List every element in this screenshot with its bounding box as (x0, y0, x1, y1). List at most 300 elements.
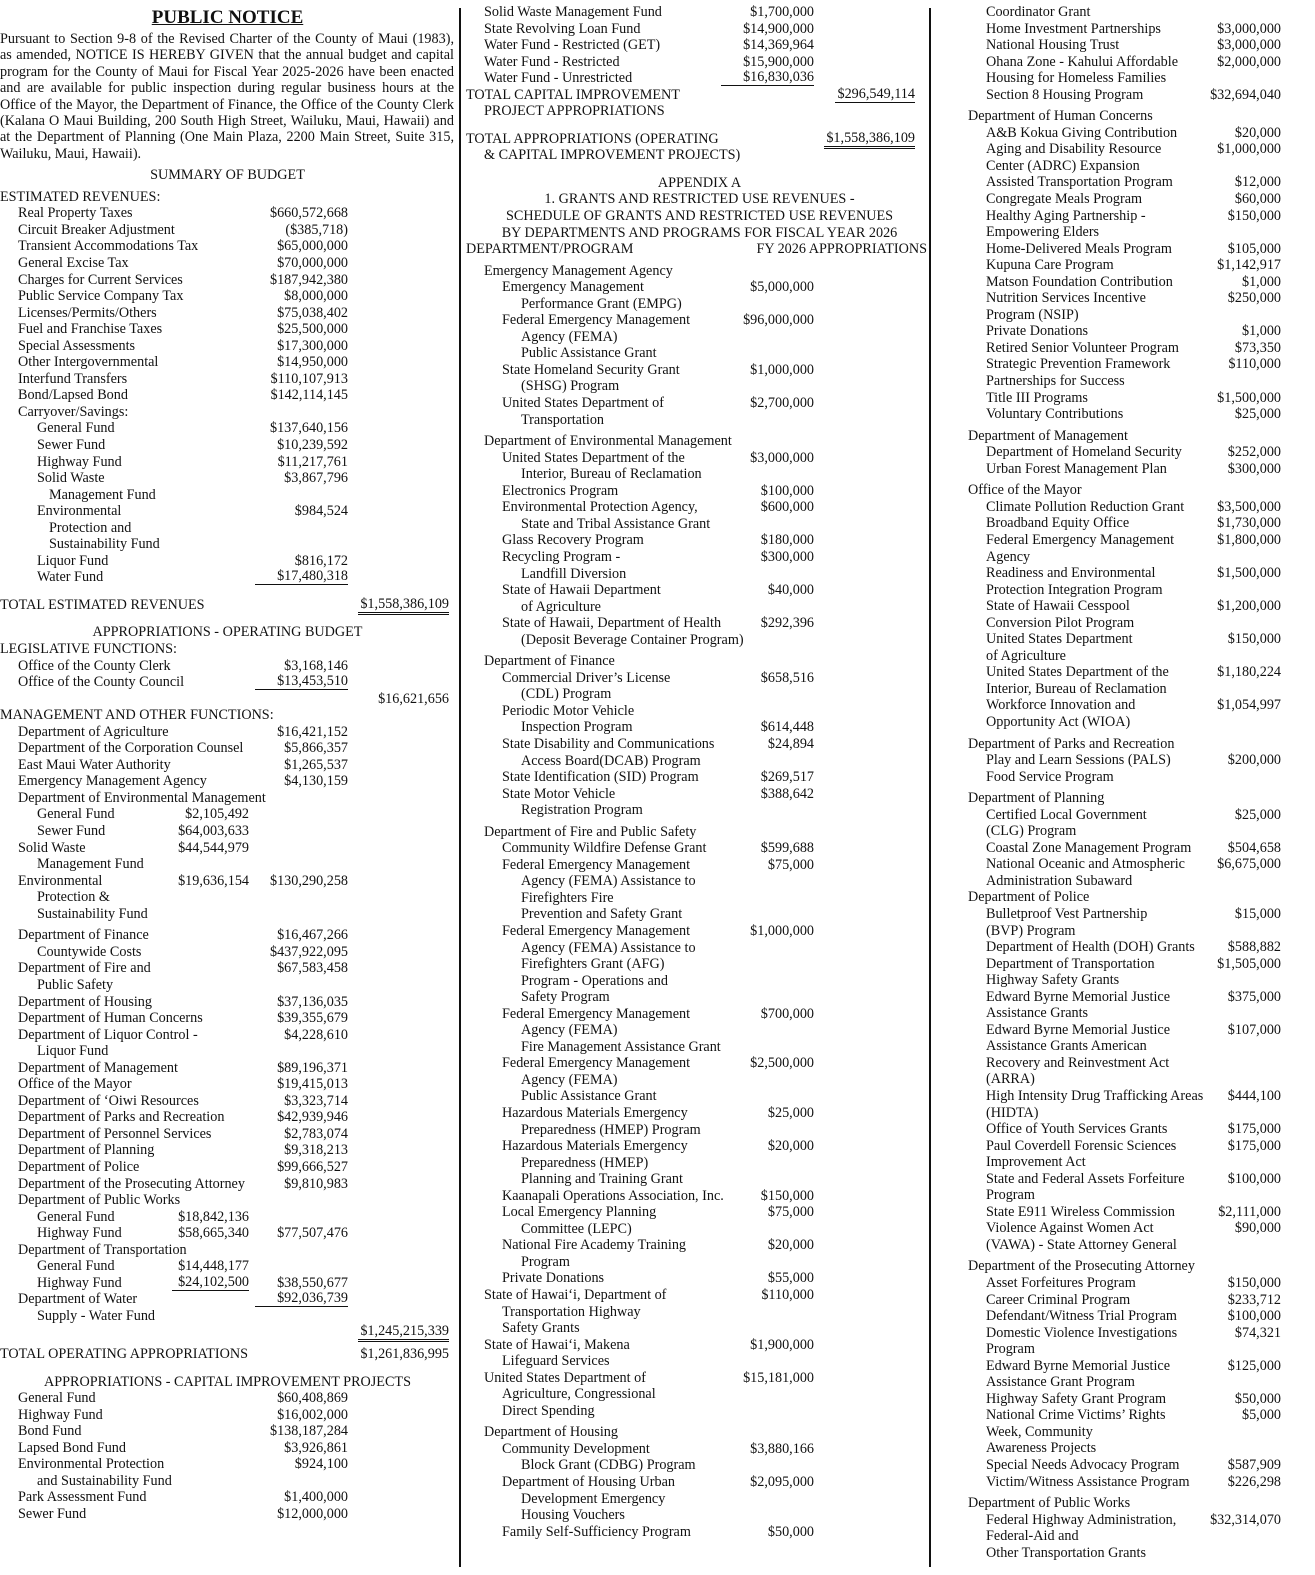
column-2 (466, 4, 927, 1540)
line-label (472, 1155, 927, 1172)
amount: $1,180,224 (1217, 664, 1281, 681)
line-label (963, 1071, 1313, 1088)
item-label: Department of Public Works (968, 1495, 1131, 1512)
item-label: State of Hawaii, Department of Health (502, 615, 722, 632)
amount: $187,942,380 (269, 271, 348, 288)
line-label (472, 599, 927, 616)
line-item (0, 503, 455, 520)
line-label (963, 158, 1313, 175)
amount: ($385,718) (285, 221, 348, 238)
item-label: Carryover/Savings: (18, 403, 129, 420)
column-divider (929, 8, 931, 1567)
item-label: Solid Waste (37, 470, 105, 487)
line-item (963, 939, 1313, 956)
line-label (472, 906, 927, 923)
amount: $75,000 (767, 1204, 814, 1221)
line-label (963, 769, 1313, 786)
line-item (472, 395, 927, 412)
line-item (472, 54, 927, 71)
amount: $444,100 (1227, 1088, 1281, 1104)
line-label (963, 1495, 1313, 1512)
item-label: Certified Local Government (986, 806, 1147, 823)
line-label (0, 641, 455, 658)
line-item (963, 390, 1313, 407)
amount: $2,111,000 (1218, 1203, 1281, 1220)
line-item (466, 129, 927, 148)
item-label: Program (521, 1253, 570, 1270)
amount: $130,290,258 (269, 872, 348, 889)
item-label: Awareness Projects (986, 1440, 1097, 1457)
item-label: Section 8 Housing Program (986, 86, 1144, 103)
item-label: National Crime Victims’ Rights (986, 1407, 1166, 1424)
item-label: Office of the Mayor (968, 482, 1082, 499)
item-label: Department of Environmental Management (484, 433, 732, 450)
item-label: Countywide Costs (37, 943, 142, 960)
line-item (472, 1006, 927, 1023)
item-label: Center (ADRC) Expansion (986, 157, 1140, 174)
total-amount: $1,558,386,109 (358, 597, 449, 615)
item-label: Workforce Innovation and (986, 697, 1136, 714)
line-label (472, 890, 927, 907)
line-item (963, 631, 1313, 648)
amount: $614,448 (760, 719, 814, 736)
item-label: Environmental (37, 503, 122, 520)
amount: $40,000 (767, 582, 814, 599)
amount: $125,000 (1227, 1357, 1281, 1374)
item-label: Lapsed Bond Fund (18, 1439, 126, 1456)
amount: $16,467,266 (277, 927, 348, 944)
amount: $16,002,000 (277, 1406, 348, 1423)
line-item (0, 553, 455, 570)
amount: $137,640,156 (269, 420, 348, 437)
amount: $3,000,000 (1217, 37, 1281, 54)
line-label (0, 977, 455, 994)
line-label (963, 1424, 1313, 1441)
item-label: Department of Personnel Services (18, 1125, 212, 1142)
line-label (472, 345, 927, 362)
item-label: and Sustainability Fund (37, 1472, 172, 1489)
line-label (472, 989, 927, 1006)
line-label (472, 973, 927, 990)
line-item (963, 1220, 1313, 1237)
line-item (0, 1440, 455, 1457)
line-label (472, 296, 927, 313)
line-item (963, 323, 1313, 340)
amount: $99,666,527 (277, 1158, 348, 1175)
line-label (472, 1507, 927, 1524)
item-label: Supply - Water Fund (37, 1307, 156, 1324)
item-label: State of Hawai‘i, Department of (484, 1287, 667, 1304)
line-label (472, 753, 927, 770)
item-label: Kupuna Care Program (986, 257, 1114, 274)
amount: $12,000 (1234, 174, 1281, 191)
item-label: Office of the County Clerk (18, 657, 171, 674)
item-label: (ARRA) (986, 1071, 1035, 1088)
line-label (472, 632, 927, 649)
item-label: Water Fund - Restricted (GET) (484, 37, 661, 54)
line-item (963, 1308, 1313, 1325)
line-label (472, 566, 927, 583)
line-label (0, 856, 455, 873)
item-label: Healthy Aging Partnership - (986, 207, 1146, 224)
item-label: United States Department of (502, 395, 664, 412)
line-label (0, 889, 455, 906)
item-label: East Maui Water Authority (18, 756, 171, 773)
amount: $107,000 (1227, 1021, 1281, 1038)
item-label: (Deposit Beverage Container Program) (521, 631, 744, 648)
item-label: Registration Program (521, 802, 643, 819)
amount: $19,415,013 (277, 1076, 348, 1093)
item-label: Sewer Fund (18, 1505, 87, 1522)
item-label: Private Donations (986, 323, 1089, 340)
line-item (0, 597, 455, 614)
amount: $25,000 (767, 1105, 814, 1121)
section-heading: SUMMARY OF BUDGET (150, 167, 305, 184)
item-label: Career Criminal Program (986, 1291, 1131, 1308)
item-label: Opportunity Act (WIOA) (986, 713, 1131, 730)
line-label (963, 889, 1313, 906)
line-item (0, 420, 455, 437)
item-label: General Fund (37, 420, 115, 437)
subtotal-amount: $44,544,979 (178, 839, 249, 856)
item-label: Fire Management Assistance Grant (521, 1038, 721, 1055)
item-label: Solid Waste Management Fund (484, 4, 662, 20)
line-item (0, 305, 455, 322)
item-label: State Homeland Security Grant (502, 361, 680, 378)
line-item (472, 1270, 927, 1287)
amount: $150,000 (1227, 207, 1281, 224)
amount: $14,369,964 (743, 37, 814, 54)
item-label: Management Fund (37, 856, 144, 873)
line-label (472, 1386, 927, 1403)
item-label: Department of Transportation (18, 1241, 187, 1258)
line-label (0, 404, 455, 421)
item-label: Housing for Homeless Families (986, 70, 1167, 87)
amount: $4,130,159 (284, 773, 348, 790)
line-item (472, 1287, 927, 1304)
line-label (472, 1353, 927, 1370)
item-label: LEGISLATIVE FUNCTIONS: (0, 641, 177, 658)
item-label: Department of Planning (18, 1142, 155, 1159)
item-label: Block Grant (CDBG) Program (521, 1457, 696, 1474)
line-item (963, 1121, 1313, 1138)
amount: $5,000,000 (750, 279, 814, 296)
amount: $2,000,000 (1217, 53, 1281, 70)
line-item (963, 1325, 1313, 1342)
line-label (0, 1473, 455, 1490)
line-item (472, 1524, 927, 1541)
line-item (963, 1204, 1313, 1221)
line-item (472, 615, 927, 632)
item-label: Public Service Company Tax (18, 288, 184, 305)
page-title: PUBLIC NOTICE (151, 7, 304, 28)
item-label: Title III Programs (986, 389, 1088, 406)
line-item (963, 1022, 1313, 1039)
amount: $150,000 (1227, 1275, 1281, 1292)
line-label (472, 1171, 927, 1188)
item-label: Department of Homeland Security (986, 444, 1182, 461)
item-label: National Fire Academy Training (502, 1237, 687, 1254)
item-label: Safety Program (521, 989, 610, 1006)
amount: $75,038,402 (277, 304, 348, 321)
line-label (0, 189, 455, 206)
line-item (963, 752, 1313, 769)
line-item (472, 670, 927, 687)
section-heading: APPENDIX A (657, 174, 742, 191)
item-label: Highway Fund (37, 1225, 122, 1242)
item-label: Department of Environmental Management (18, 789, 266, 806)
item-label: Administration Subaward (986, 872, 1133, 889)
line-label (472, 433, 927, 450)
amount: $25,000 (1234, 806, 1281, 823)
line-item (963, 664, 1313, 681)
column-divider (459, 8, 461, 1567)
item-label: Victim/Witness Assistance Program (986, 1473, 1190, 1490)
item-label: Management Fund (49, 486, 156, 503)
line-item (963, 125, 1313, 142)
line-item (0, 1456, 455, 1473)
line-item (0, 740, 455, 757)
line-item (963, 1358, 1313, 1375)
item-label: Department of Finance (484, 653, 615, 670)
line-label (472, 824, 927, 841)
line-label (963, 482, 1313, 499)
amount: $150,000 (1227, 631, 1281, 648)
line-item (963, 406, 1313, 423)
item-label: Coastal Zone Management Program (986, 839, 1192, 856)
amount: $74,321 (1234, 1324, 1281, 1341)
item-label: (CLG) Program (986, 823, 1077, 840)
subtotal-amount: $14,448,177 (178, 1258, 249, 1275)
line-label (472, 263, 927, 280)
amount: $10,239,592 (277, 437, 348, 453)
item-label: Department of Human Concerns (18, 1010, 203, 1027)
item-label: Department of Public Works (18, 1192, 181, 1209)
line-label (0, 487, 455, 504)
line-label (963, 1154, 1313, 1171)
amount: $1,700,000 (750, 4, 814, 20)
line-item (963, 1292, 1313, 1309)
item-label: Home Investment Partnerships (986, 20, 1161, 37)
line-label (963, 582, 1313, 599)
column-3 (963, 4, 1313, 1561)
item-label: Agriculture, Congressional (502, 1386, 656, 1403)
item-label: Conversion Pilot Program (986, 614, 1135, 631)
line-item (472, 279, 927, 296)
section-heading: SCHEDULE OF GRANTS AND RESTRICTED USE REVENUES (505, 208, 894, 225)
line-item (963, 174, 1313, 191)
line-item (963, 1407, 1313, 1424)
item-label: Department of Housing (484, 1424, 618, 1441)
item-label: Department of the Prosecuting Attorney (18, 1175, 245, 1192)
item-label: Kaanapali Operations Association, Inc. (502, 1187, 724, 1204)
amount: $100,000 (1227, 1170, 1281, 1187)
line-item (0, 1209, 455, 1226)
amount: $2,500,000 (750, 1055, 814, 1072)
line-item (0, 205, 455, 222)
amount: $14,900,000 (743, 20, 814, 37)
item-label: Interfund Transfers (18, 370, 128, 387)
item-label: National Oceanic and Atmospheric (986, 856, 1185, 873)
line-label (472, 412, 927, 429)
amount: $8,000,000 (284, 288, 348, 305)
item-label: Public Assistance Grant (521, 345, 657, 362)
line-label (963, 4, 1313, 21)
section-heading: 1. GRANTS AND RESTRICTED USE REVENUES - (544, 191, 855, 208)
amount: $1,900,000 (750, 1336, 814, 1353)
item-label: (CDL) Program (521, 686, 612, 703)
line-label (472, 1491, 927, 1508)
amount: $9,810,983 (284, 1175, 348, 1192)
item-label: Local Emergency Planning (502, 1204, 657, 1221)
item-label: (HIDTA) (986, 1104, 1039, 1121)
item-label: Liquor Fund (37, 552, 109, 569)
item-label: Highway Safety Grants (986, 972, 1120, 989)
line-label (963, 790, 1313, 807)
item-label: (BVP) Program (986, 922, 1076, 939)
line-label (472, 1403, 927, 1420)
amount: $658,516 (760, 669, 814, 686)
subtotal-amount: $18,842,136 (178, 1208, 249, 1225)
item-label: Department of Parks and Recreation (968, 735, 1175, 752)
item-label: Department of Fire and (18, 960, 151, 977)
line-item (472, 1441, 927, 1458)
item-label: Partnerships for Success (986, 373, 1125, 390)
amount: $2,095,000 (750, 1474, 814, 1491)
amount: $984,524 (294, 503, 348, 520)
item-label: General Excise Tax (18, 254, 129, 271)
amount: $15,181,000 (743, 1369, 814, 1386)
line-label (472, 1088, 927, 1105)
line-label (963, 549, 1313, 566)
line-item (0, 1489, 455, 1506)
line-item (963, 532, 1313, 549)
item-label: Program (NSIP) (986, 306, 1079, 323)
amount: $25,500,000 (277, 321, 348, 338)
amount: $13,453,510 (255, 674, 348, 690)
line-item (963, 840, 1313, 857)
line-item (472, 549, 927, 566)
amount: $90,000 (1234, 1220, 1281, 1237)
item-label: Circuit Breaker Adjustment (18, 221, 175, 238)
item-label: A&B Kokua Giving Contribution (986, 124, 1178, 141)
item-label: Department of Finance (18, 927, 149, 944)
item-label: Performance Grant (EMPG) (521, 295, 682, 312)
line-item (472, 21, 927, 38)
amount: $15,900,000 (743, 53, 814, 70)
amount: $50,000 (1234, 1390, 1281, 1407)
item-label: State E911 Wireless Commission (986, 1203, 1175, 1220)
item-label: Interior, Bureau of Reclamation (521, 466, 702, 483)
item-label: Water Fund (37, 569, 104, 586)
line-item (472, 1055, 927, 1072)
amount: $17,300,000 (277, 337, 348, 354)
item-label: DEPARTMENT/PROGRAM (466, 241, 634, 258)
line-label (963, 1374, 1313, 1391)
amount: $250,000 (1227, 290, 1281, 307)
line-item (472, 923, 927, 940)
line-item (472, 857, 927, 874)
item-label: Glass Recovery Program (502, 532, 644, 549)
item-label: Special Assessments (18, 337, 136, 354)
item-label: High Intensity Drug Trafficking Areas (986, 1088, 1204, 1104)
line-item (963, 906, 1313, 923)
item-label: of Agriculture (521, 598, 601, 615)
amount: $3,500,000 (1217, 498, 1281, 515)
item-label: Public Assistance Grant (521, 1088, 657, 1105)
item-label: General Fund (37, 1258, 115, 1275)
amount: $1,200,000 (1217, 598, 1281, 615)
column-header: FY 2026 APPROPRIATIONS (756, 241, 927, 258)
amount: $16,421,152 (277, 723, 348, 740)
amount: $2,783,074 (284, 1125, 348, 1142)
line-label (963, 108, 1313, 125)
line-item (963, 274, 1313, 291)
item-label: Program (986, 1341, 1035, 1358)
item-label: Week, Community (986, 1423, 1093, 1440)
amount: $60,000 (1234, 191, 1281, 208)
line-item (963, 356, 1313, 373)
total-amount: $1,261,836,995 (360, 1345, 449, 1362)
item-label: Urban Forest Management Plan (986, 460, 1167, 477)
line-item (0, 1076, 455, 1093)
item-label: Sustainability Fund (37, 905, 148, 922)
item-label: Office of the Mayor (18, 1076, 132, 1093)
amount: $1,142,917 (1217, 257, 1281, 274)
line-label (963, 224, 1313, 241)
total-amount: $1,245,215,339 (358, 1324, 449, 1342)
line-item (0, 437, 455, 454)
item-label: Broadband Equity Office (986, 515, 1130, 532)
line-item (963, 21, 1313, 38)
amount: $70,000,000 (277, 254, 348, 271)
line-item (0, 1093, 455, 1110)
line-label (0, 906, 455, 923)
amount: $300,000 (760, 548, 814, 565)
amount: $1,500,000 (1217, 389, 1281, 406)
line-item (472, 1474, 927, 1491)
line-item (963, 290, 1313, 307)
amount: $60,408,869 (277, 1390, 348, 1407)
spacer (0, 1363, 455, 1374)
line-item (472, 312, 927, 329)
item-label: United States Department of (484, 1369, 646, 1386)
item-label: Climate Pollution Reduction Grant (986, 498, 1185, 515)
amount: $292,396 (760, 615, 814, 632)
line-item (963, 257, 1313, 274)
amount: $233,712 (1227, 1291, 1281, 1308)
amount: $25,000 (1234, 406, 1281, 423)
item-label: Emergency Management Agency (484, 262, 673, 279)
line-item (0, 691, 455, 708)
amount: $20,000 (767, 1237, 814, 1254)
item-label: Sewer Fund (37, 437, 106, 453)
item-label: Improvement Act (986, 1154, 1086, 1171)
item-label: Licenses/Permits/Others (18, 304, 157, 321)
line-item (963, 208, 1313, 225)
item-label: Department of Parks and Recreation (18, 1109, 225, 1126)
item-label: TOTAL CAPITAL IMPROVEMENT (466, 86, 680, 103)
line-item (472, 1138, 927, 1155)
item-label: Inspection Program (521, 719, 633, 736)
line-label (0, 790, 455, 807)
item-label: (SHSG) Program (521, 378, 620, 395)
line-label (963, 873, 1313, 890)
line-item (0, 1423, 455, 1440)
item-label: Defendant/Witness Trial Program (986, 1308, 1177, 1325)
item-label: Department of Human Concerns (968, 108, 1153, 125)
item-label: Department of Health (DOH) Grants (986, 939, 1195, 956)
